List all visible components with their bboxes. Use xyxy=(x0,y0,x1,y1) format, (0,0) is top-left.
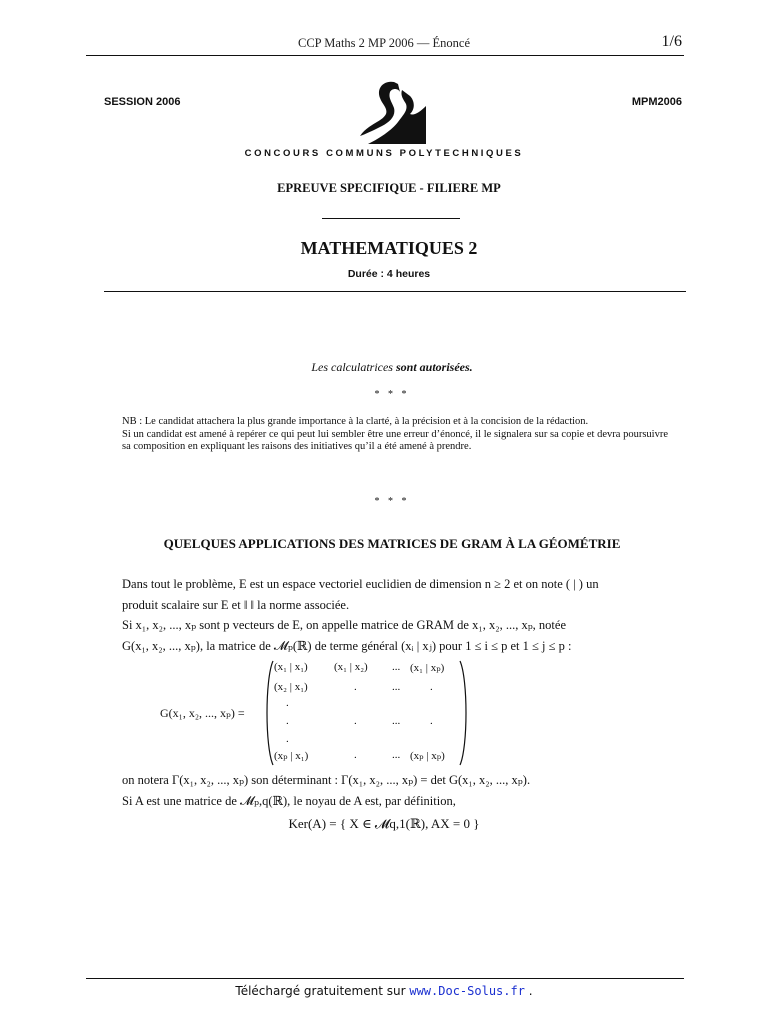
nb-paragraph xyxy=(122,416,668,454)
matrix-cell: . xyxy=(354,715,357,727)
matrix-cell: (x₂ | x₁) xyxy=(274,681,308,693)
calculator-note-bold: sont autorisées. xyxy=(395,360,473,374)
matrix-cell: ... xyxy=(392,715,401,727)
epreuve-title: EPREUVE SPECIFIQUE - FILIERE MP xyxy=(277,181,501,195)
matrix-cell: (x₁ | x₁) xyxy=(274,661,308,673)
problem-line-6: Si A est une matrice de 𝓜ₚ,q(ℝ), le noyau de A est, par définition, xyxy=(122,794,456,808)
matrix-cell: . xyxy=(354,749,357,761)
matrix-cell: (x₁ | x₂) xyxy=(334,661,368,673)
cover-rule xyxy=(104,291,686,292)
matrix-label: G(x₁, x₂, ..., xₚ) = xyxy=(160,706,245,720)
matrix-cell: (xₚ | x₁) xyxy=(274,750,309,762)
gram-matrix xyxy=(272,659,460,767)
exam-code: MPM2006 xyxy=(631,96,682,108)
footer xyxy=(0,984,768,998)
header-rule xyxy=(86,55,684,56)
kernel-definition: Ker(A) = { X ∈ 𝓜q,1(ℝ), AX = 0 } xyxy=(288,816,480,831)
nb-line-2: Si un candidat est amené à repérer ce qui peut lui sembler être une erreur d’énoncé, il le signalera sur sa copie et devra poursuivre sa composition en expliquant les raisons des initiatives qu’il a été amené à prendre. xyxy=(122,428,668,453)
problem-line-2: produit scalaire sur E et ‖ ‖ la norme associée. xyxy=(122,598,350,612)
calculator-note xyxy=(0,360,768,375)
problem-line-4: G(x₁, x₂, ..., xₚ), la matrice de 𝓜ₚ(ℝ) de terme général (xᵢ | xⱼ) pour 1 ≤ i ≤ p et 1 ≤ j ≤ p : xyxy=(122,639,572,653)
short-divider xyxy=(322,218,460,219)
duration: Durée : 4 heures xyxy=(347,268,431,280)
problem-line-5: on notera Γ(x₁, x₂, ..., xₚ) son déterminant : Γ(x₁, x₂, ..., xₚ) = det G(x₁, x₂, ..., xₚ). xyxy=(122,773,531,787)
footer-rule xyxy=(86,978,684,979)
calculator-note-prefix: Les calculatrices xyxy=(311,360,396,374)
matrix-cell: . xyxy=(430,715,433,727)
problem-title: QUELQUES APPLICATIONS DES MATRICES DE GRAM À LA GÉOMÉTRIE xyxy=(163,536,621,551)
page-number: 1/6 xyxy=(661,33,682,50)
ccp-logo-text: CONCOURS COMMUNS POLYTECHNIQUES xyxy=(244,148,524,159)
matrix-cell: . xyxy=(354,681,357,693)
footer-suffix: . xyxy=(524,984,533,998)
nb-line-1: NB : Le candidat attachera la plus grande importance à la clarté, à la précision et à la concision de la rédaction. xyxy=(122,416,589,427)
stars-separator-2: * * * xyxy=(374,496,410,507)
matrix-cell: . xyxy=(286,715,289,727)
problem-line-3: Si x₁, x₂, ..., xₚ sont p vecteurs de E, on appelle matrice de GRAM de x₁, x₂, ..., xₚ, notée xyxy=(122,618,567,632)
matrix-cell: . xyxy=(286,733,289,745)
subject-title: MATHEMATIQUES 2 xyxy=(300,238,478,258)
matrix-cell: (xₚ | xₚ) xyxy=(410,750,445,762)
doc-solus-link[interactable]: www.Doc-Solus.fr xyxy=(409,984,525,998)
running-header-title: CCP Maths 2 MP 2006 — Énoncé xyxy=(298,36,470,50)
matrix-cell: . xyxy=(286,697,289,709)
footer-prefix: Téléchargé gratuitement sur xyxy=(235,984,410,998)
matrix-cell: ... xyxy=(392,681,401,693)
matrix-cell: . xyxy=(430,681,433,693)
session-label: SESSION 2006 xyxy=(104,96,181,108)
matrix-cell: ... xyxy=(392,749,401,761)
problem-line-1: Dans tout le problème, E est un espace vectoriel euclidien de dimension n ≥ 2 et on note ( | ) un xyxy=(122,577,599,591)
stars-separator: * * * xyxy=(374,389,410,400)
matrix-cell: ... xyxy=(392,661,401,673)
matrix-cell: (x₁ | xₚ) xyxy=(410,662,445,674)
ccp-logo-icon xyxy=(354,78,428,150)
